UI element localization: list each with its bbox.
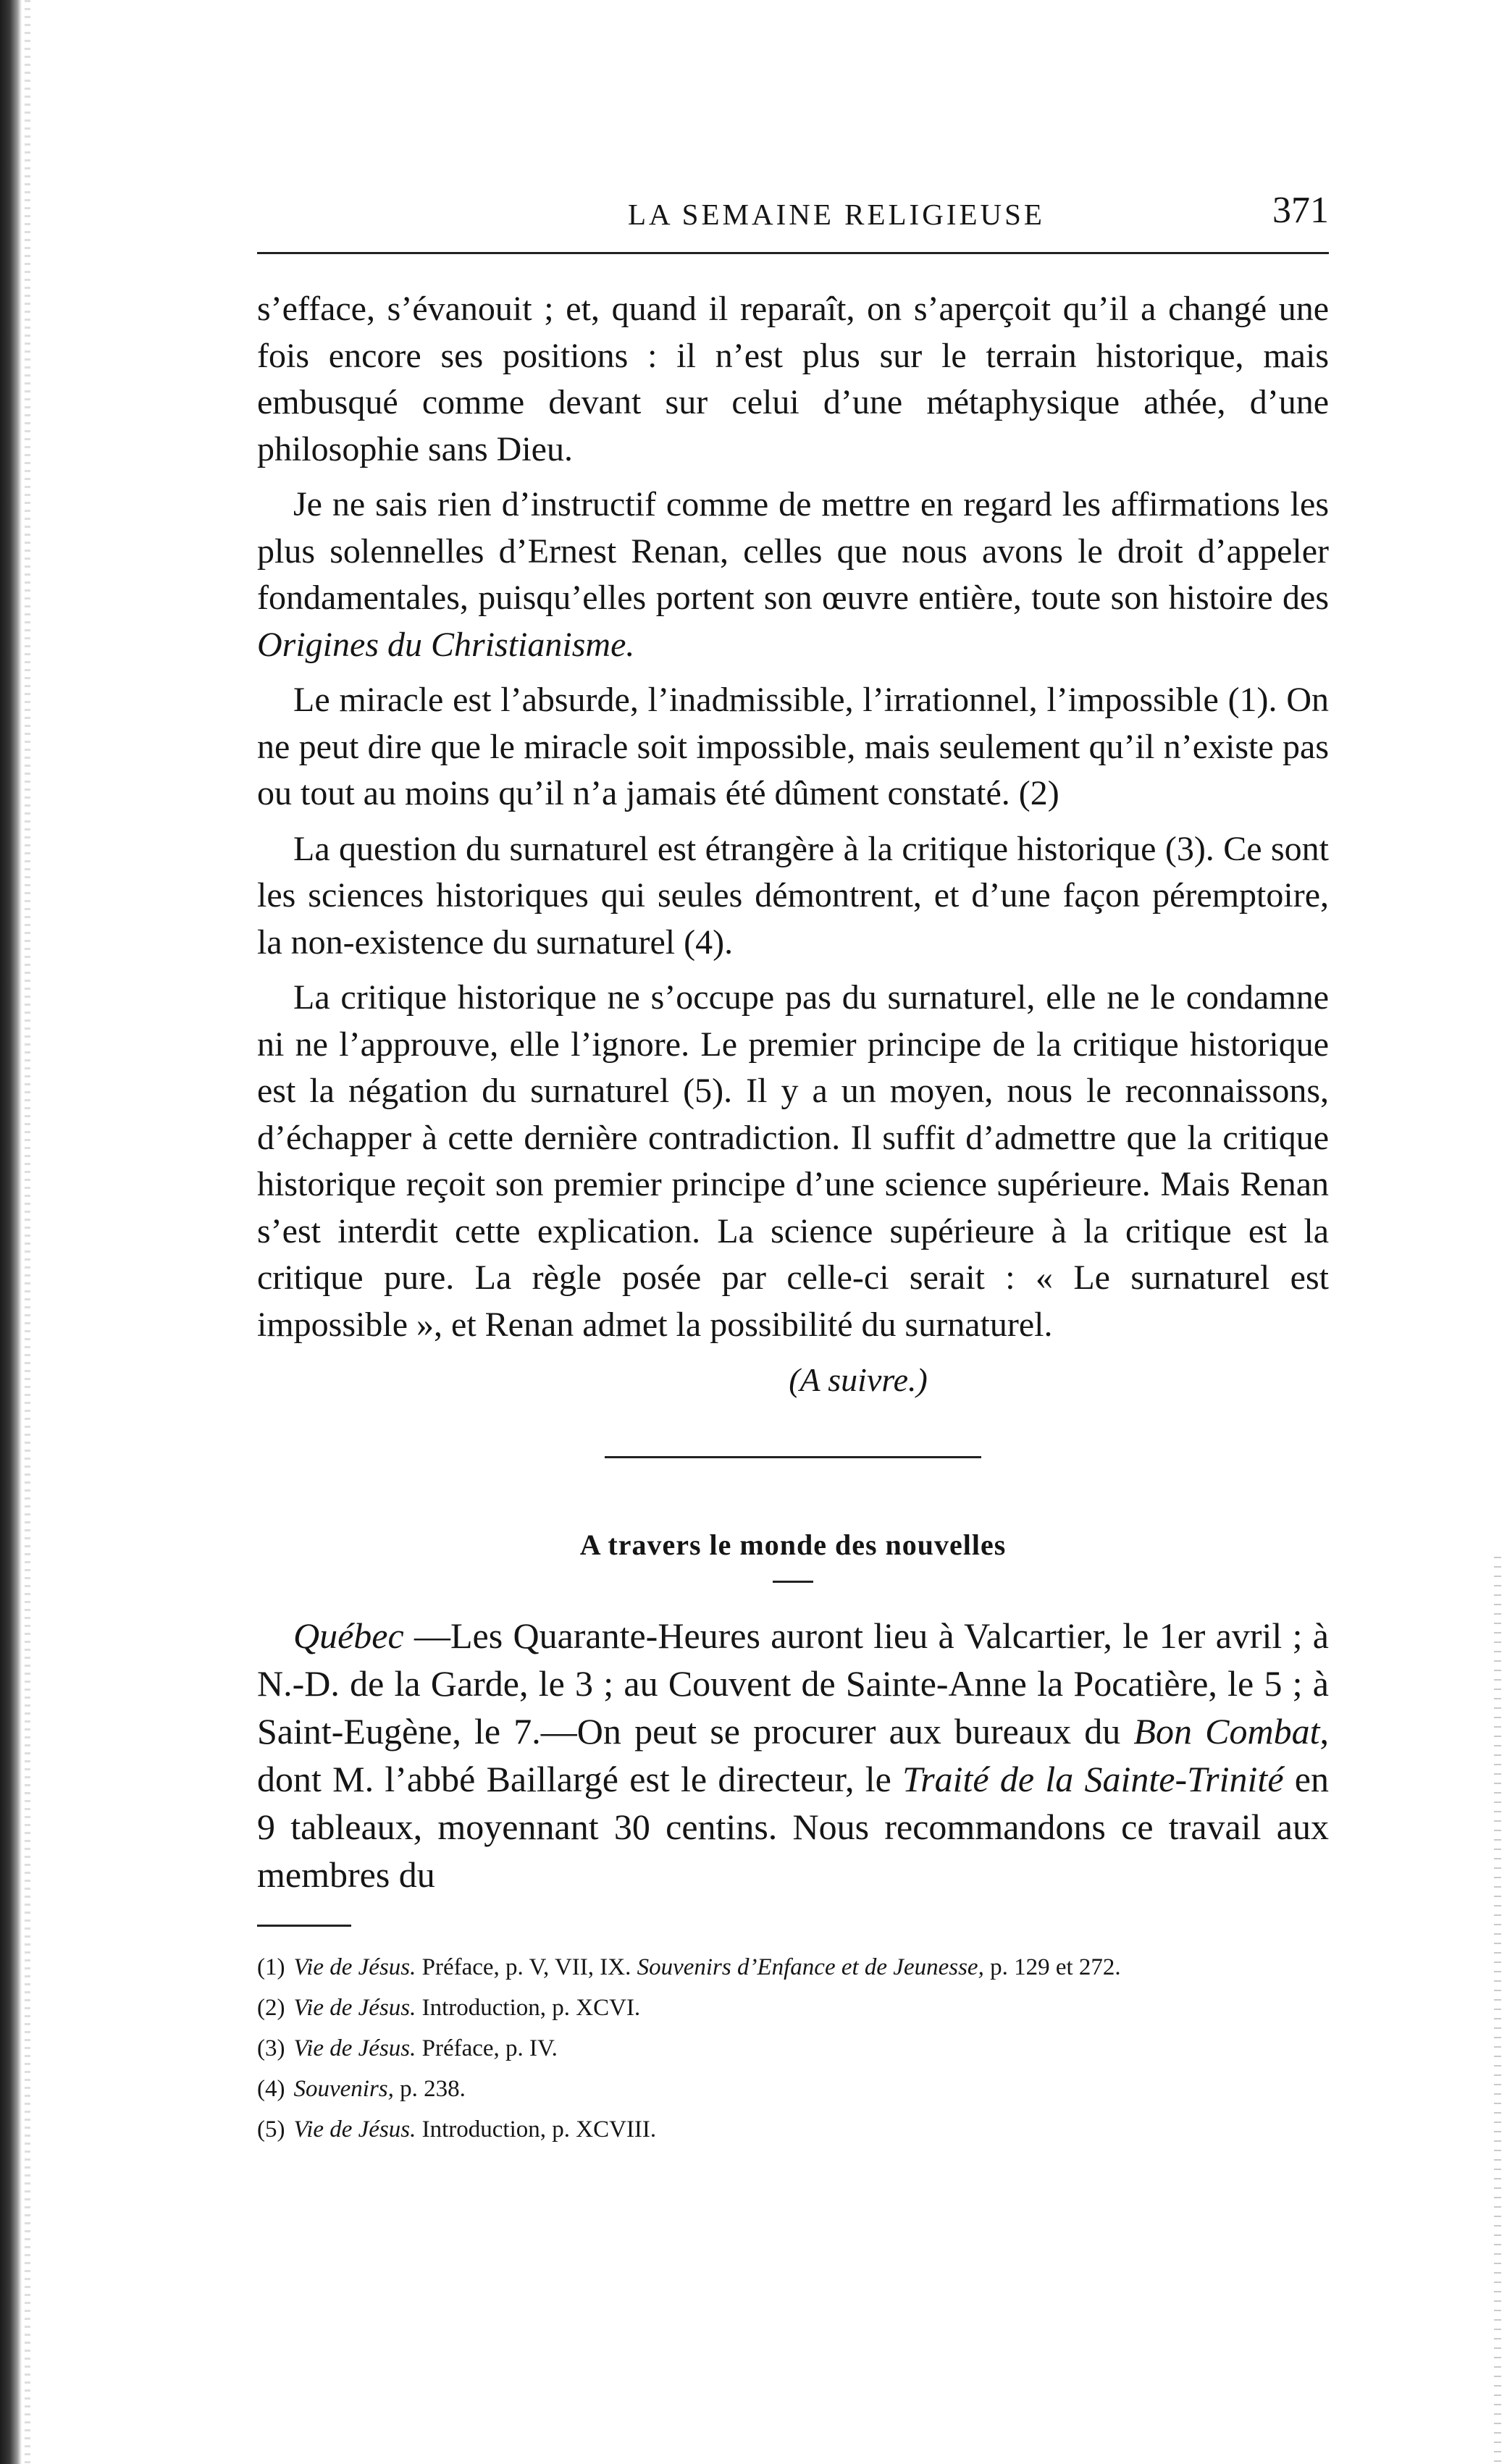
footnote-5 (257, 2109, 1329, 2150)
footnote-ref: p. 238. (393, 2075, 466, 2102)
a-suivre (257, 1357, 1329, 1404)
paragraph-5: La critique historique ne s’occupe pas du surnaturel, elle ne le condamne ni ne l’approuve, elle l’ignore. Le premier principe de la critique historique est la négation du surnaturel (5). Il y a un moyen, nous le reconnaissons, d’échapper à cette dernière contradiction. Il suffit d’admettre que la critique historique reçoit son premier principe d’une science supérieure. Mais Renan s’est interdit cette explication. La science supérieure à la critique est la critique pure. La règle posée par celle-ci serait : « Le surnaturel est impossible », et Renan admet la possibilité du surnaturel. (257, 978, 1329, 1344)
paragraph-2 (257, 482, 1329, 668)
scan-binding-edge (0, 0, 22, 2464)
footnote-source-2: Souvenirs d’Enfance et de Jeunesse, (637, 1954, 984, 1980)
page-number: 371 (1272, 190, 1329, 231)
footnote-ref-2: p. 129 et 272. (983, 1954, 1121, 1980)
footnote-number: (3) (257, 2035, 285, 2061)
title-rule (773, 1581, 813, 1583)
a-suivre-text: (A suivre.) (789, 1361, 928, 1398)
footnote-number: (5) (257, 2116, 285, 2143)
news-body (257, 1612, 1329, 1899)
running-head (257, 152, 1329, 232)
footnote-number: (4) (257, 2075, 285, 2102)
page (257, 152, 1329, 2150)
footnote-number: (2) (257, 1994, 285, 2021)
news-paragraph (257, 1612, 1329, 1899)
footnote-2 (257, 1988, 1329, 2028)
footnote-4 (257, 2069, 1329, 2109)
article-body (257, 286, 1329, 1404)
news-section-title: A travers le monde des nouvelles (579, 1528, 1007, 1561)
footnote-rule (257, 1925, 351, 1927)
paragraph-4: La question du surnaturel est étrangère à la critique historique (3). Ce sont les sciences historiques qui seules démontrent, et d’une façon péremptoire, la non-existence du surnaturel (4). (257, 829, 1329, 962)
paragraph-3: Le miracle est l’absurde, l’inadmissible, l’irrationnel, l’impossible (1). On ne peut dire que le miracle soit impossible, mais seulement qu’il n’existe pas ou tout au moins qu’il n’a jamais été dûment constaté. (2) (257, 681, 1329, 812)
footnote-source: Souvenirs, (293, 2075, 394, 2102)
footnote-ref: Introduction, p. XCVIII. (416, 2116, 657, 2143)
origines-title: Origines du Christianisme. (257, 625, 635, 664)
news-text-c: en 9 tableaux, moyennant 30 centins. Nous recommandons ce travail aux membres du (257, 1758, 1329, 1895)
footnote-source: Vie de Jésus. (293, 1954, 416, 1980)
footnote-source: Vie de Jésus. (293, 2035, 416, 2061)
footnote-number: (1) (257, 1954, 285, 1980)
footnote-1 (257, 1947, 1329, 1988)
running-title: LA SEMAINE RELIGIEUSE (628, 198, 1045, 231)
traite-title: Traité de la Sainte-Trinité (902, 1758, 1284, 1799)
footnotes (257, 1947, 1329, 2150)
footnote-ref: Introduction, p. XCVI. (416, 1994, 641, 2021)
news-text-b: , dont M. l’abbé Baillargé est le directeur, le (257, 1710, 1329, 1799)
footnote-source: Vie de Jésus. (293, 2116, 416, 2143)
news-text-a: —Les Quarante-Heures auront lieu à Valcartier, le 1er avril ; à N.-D. de la Garde, le 3 ; au Couvent de Sainte-Anne la Pocatière, le 5 ; à Saint-Eugène, le 7.—On peut se procurer aux bureaux du (257, 1615, 1329, 1752)
paragraph-1: s’efface, s’évanouit ; et, quand il reparaît, on s’aperçoit qu’il a changé une fois encore ses positions : il n’est plus sur le terrain historique, mais embusqué comme devant sur celui d’une métaphysique athée, d’une philosophie sans Dieu. (257, 290, 1329, 468)
footnote-ref: Préface, p. V, VII, IX. (416, 1954, 637, 1980)
news-city: Québec (293, 1615, 404, 1656)
footnote-source: Vie de Jésus. (293, 1994, 416, 2021)
scan-edge-noise (1494, 1557, 1501, 2462)
footnote-3 (257, 2028, 1329, 2069)
paragraph-2-text: Je ne sais rien d’instructif comme de mettre en regard les affirmations les plus solennelles d’Ernest Renan, celles que nous avons le droit d’appeler fondamentales, puisqu’elles portent son œuvre entière, toute son histoire des (257, 485, 1329, 617)
header-rule (257, 252, 1329, 254)
section-separator (605, 1456, 981, 1458)
bon-combat-title: Bon Combat (1133, 1710, 1320, 1752)
footnote-ref: Préface, p. IV. (416, 2035, 558, 2061)
